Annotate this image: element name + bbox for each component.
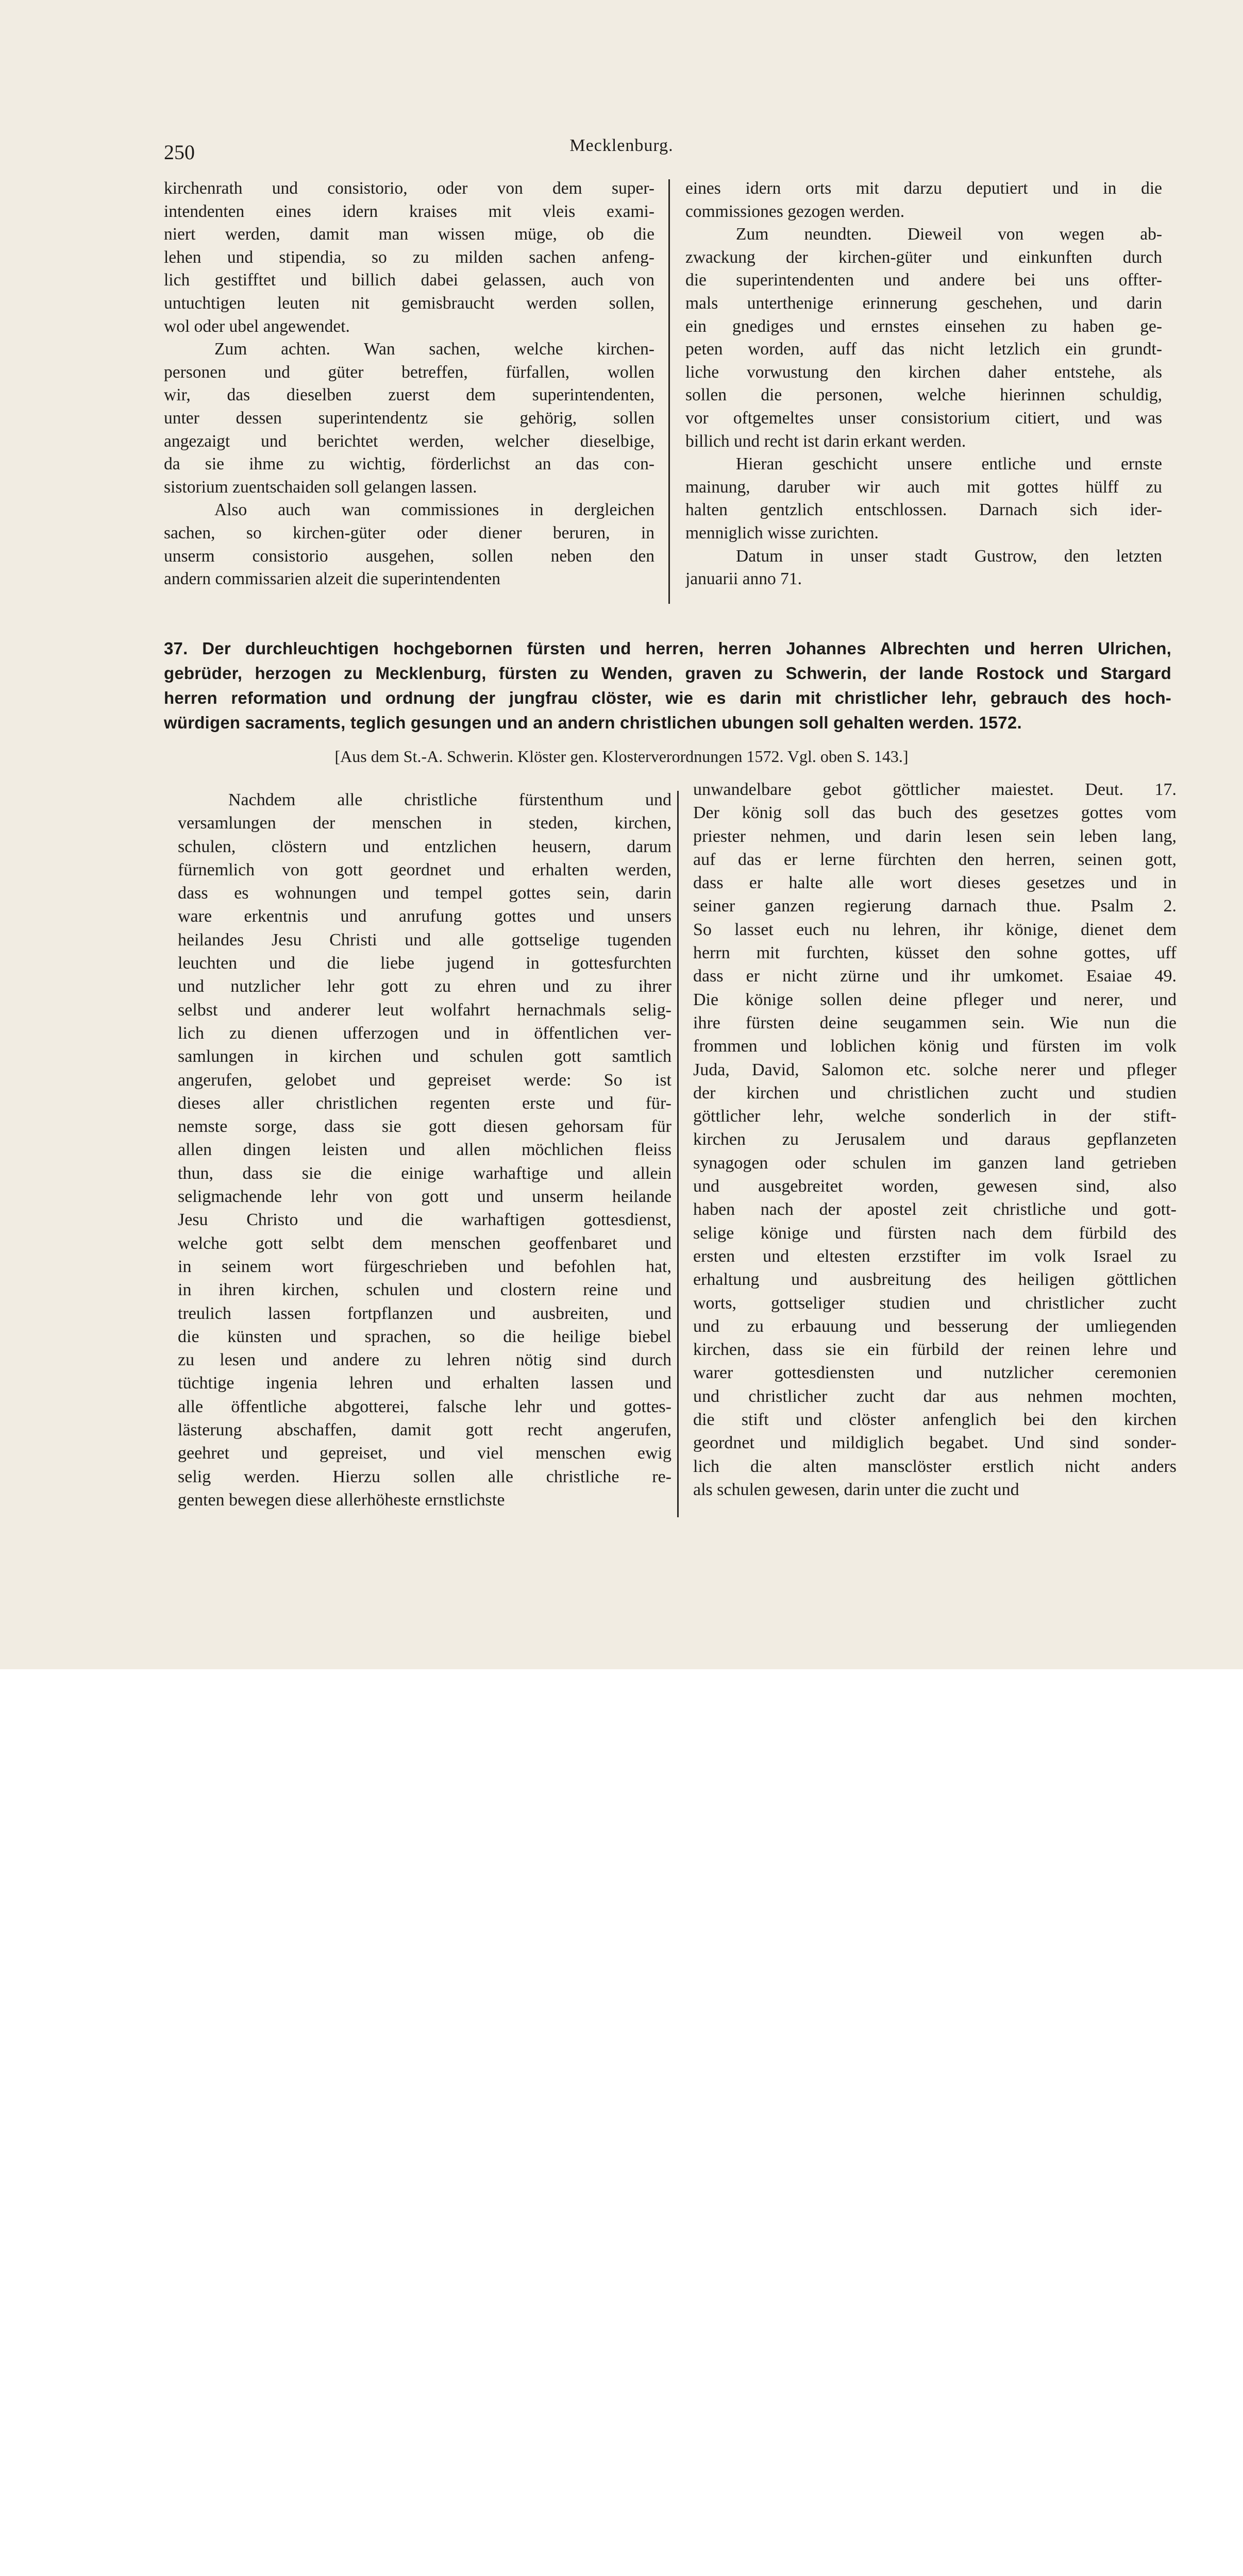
text-line: Zum achten. Wan sachen, welche kirchen- xyxy=(214,340,654,359)
text-line: kirchen, dass sie ein fürbild der reinen lehre und xyxy=(693,1340,1177,1360)
text-line: Also auch wan commissiones in dergleichen xyxy=(214,500,654,520)
text-line: billich und recht ist darin erkant werden. xyxy=(685,431,966,451)
column-rule-top xyxy=(668,179,670,604)
text-line: genten bewegen diese allerhöheste ernstlichste xyxy=(178,1490,505,1510)
text-line: dass er nicht zürne und ihr umkomet. Esaiae 49. xyxy=(693,967,1177,986)
text-line: haben nach der apostel zeit christliche und gott- xyxy=(693,1200,1177,1219)
text-line: auf das er lerne fürchten den herren, seinen gott, xyxy=(693,850,1177,869)
section-heading-line: herren reformation und ordnung der jungfrau clöster, wie es darin mit christlicher lehr, gebrauch des hoch- xyxy=(164,688,1171,707)
text-line: niert werden, damit man wissen müge, ob die xyxy=(164,225,654,244)
text-line: treulich lassen fortpflanzen und ausbreiten, und xyxy=(178,1303,671,1323)
text-line: Die könige sollen deine pfleger und nerer, und xyxy=(693,990,1177,1009)
text-line: lich zu dienen ufferzogen und in öffentlichen ver- xyxy=(178,1023,671,1043)
section-heading-line: würdigen sacraments, teglich gesungen und an andern christlichen ubungen soll gehalten werden. 1572. xyxy=(164,713,1022,732)
text-line: lich die alten mansclöster erstlich nicht anders xyxy=(693,1456,1177,1476)
text-line: thun, dass sie die einige warhaftige und allein xyxy=(178,1163,671,1183)
text-line: selbst und anderer leut wolfahrt hernachmals selig- xyxy=(178,1000,671,1020)
text-line: vor oftgemeltes unser consistorium citiert, und was xyxy=(685,408,1162,428)
text-line: herrn mit furchten, küsset den sohne gottes, uff xyxy=(693,943,1177,963)
text-line: da sie ihme zu wichtig, förderlichst an das con- xyxy=(164,454,654,474)
text-line: peten worden, auff das nicht letzlich ein grundt- xyxy=(685,340,1162,359)
text-line: lästerung abschaffen, damit gott recht angerufen, xyxy=(178,1420,671,1440)
text-line: unserm consistorio ausgehen, sollen neben den xyxy=(164,546,654,566)
text-line: priester nehmen, und darin lesen sein leben lang, xyxy=(693,826,1177,846)
text-line: frommen und loblichen könig und fürsten im volk xyxy=(693,1037,1177,1056)
text-line: geehret und gepreiset, und viel menschen ewig xyxy=(178,1444,671,1463)
top-left-column xyxy=(164,177,654,591)
text-line: intendenten eines idern kraises mit vleis exami- xyxy=(164,201,654,221)
text-line: geordnet und mildiglich begabet. Und sind sonder- xyxy=(693,1433,1177,1453)
text-line: ersten und eltesten erzstifter im volk Israel zu xyxy=(693,1246,1177,1266)
text-line: So lasset euch nu lehren, ihr könige, dienet dem xyxy=(693,920,1177,939)
text-line: zu lesen und andere zu lehren nötig sind durch xyxy=(178,1350,671,1370)
text-line: zwackung der kirchen-güter und einkunften durch xyxy=(685,247,1162,267)
text-line: Jesu Christo und die warhaftigen gottesdienst, xyxy=(178,1210,671,1230)
text-line: Nachdem alle christliche fürstenthum und xyxy=(228,790,671,809)
text-line: die künsten und sprachen, so die heilige biebel xyxy=(178,1327,671,1346)
bottom-right-column xyxy=(693,778,1177,1501)
text-line: lehen und stipendia, so zu milden sachen anfeng- xyxy=(164,247,654,267)
text-line: eines idern orts mit darzu deputiert und in die xyxy=(685,179,1162,198)
section-heading-line: 37. Der durchleuchtigen hochgebornen fürsten und herren, herren Johannes Albrechten und herren Ulrichen, xyxy=(164,639,1171,658)
text-line: Der könig soll das buch des gesetzes gottes vom xyxy=(693,803,1177,823)
text-line: versamlungen der menschen in steden, kirchen, xyxy=(178,814,671,833)
source-note: [Aus dem St.-A. Schwerin. Klöster gen. Klosterverordnungen 1572. Vgl. oben S. 143.] xyxy=(334,747,909,766)
text-line: alle öffentliche abgotterei, falsche lehr und gottes- xyxy=(178,1397,671,1416)
text-line: mainung, daruber wir auch mit gottes hülff zu xyxy=(685,477,1162,497)
text-line: januarii anno 71. xyxy=(685,569,802,589)
text-line: in ihren kirchen, schulen und clostern reine und xyxy=(178,1280,671,1300)
bottom-left-column xyxy=(178,788,671,1512)
text-line: selig werden. Hierzu sollen alle christliche re- xyxy=(178,1467,671,1486)
text-line: Zum neundten. Dieweil von wegen ab- xyxy=(736,225,1162,244)
text-line: Hieran geschicht unsere entliche und ernste xyxy=(736,454,1162,474)
text-line: liche vorwustung den kirchen daher entstehe, als xyxy=(685,362,1162,382)
text-line: selige könige und fürsten nach dem fürbild des xyxy=(693,1223,1177,1243)
running-head: Mecklenburg. xyxy=(569,136,674,155)
text-line: sachen, so kirchen-güter oder diener beruren, in xyxy=(164,523,654,543)
text-line: ihre fürsten deine seugammen sein. Wie nun die xyxy=(693,1013,1177,1032)
text-line: ein gnediges und ernstes einsehen zu haben ge- xyxy=(685,316,1162,336)
text-line: synagogen oder schulen im ganzen land getrieben xyxy=(693,1153,1177,1173)
text-line: nemste sorge, dass sie gott diesen gehorsam für xyxy=(178,1117,671,1137)
text-line: und nutzlicher lehr gott zu ehren und zu ihrer xyxy=(178,977,671,996)
text-line: schulen, clöstern und entzlichen heusern, darum xyxy=(178,837,671,856)
text-line: unter dessen superintendentz sie gehörig, sollen xyxy=(164,408,654,428)
text-line: unwandelbare gebot göttlicher maiestet. Deut. 17. xyxy=(693,780,1177,799)
text-line: wir, das dieselben zuerst dem superintendenten, xyxy=(164,385,654,405)
text-line: sistorium zuentschaiden soll gelangen lassen. xyxy=(164,477,477,497)
text-line: warer gottesdiensten und nutzlicher ceremonien xyxy=(693,1363,1177,1383)
text-line: tüchtige ingenia lehren und erhalten lassen und xyxy=(178,1374,671,1393)
text-line: halten gentzlich entschlossen. Darnach sich ider- xyxy=(685,500,1162,520)
text-line: seligmachende lehr von gott und unserm heilande xyxy=(178,1187,671,1207)
text-line: göttlicher lehr, welche sonderlich in der stift- xyxy=(693,1107,1177,1126)
text-line: und zu erbauung und besserung der umliegenden xyxy=(693,1316,1177,1336)
text-line: samlungen in kirchen und schulen gott samtlich xyxy=(178,1047,671,1066)
text-line: seiner ganzen regierung darnach thue. Psalm 2. xyxy=(693,896,1177,916)
text-line: und ausgebreitet worden, gewesen sind, also xyxy=(693,1177,1177,1196)
text-line: heilandes Jesu Christi und alle gottselige tugenden xyxy=(178,930,671,950)
text-line: und christlicher zucht dar aus nehmen mochten, xyxy=(693,1386,1177,1406)
footer-bar xyxy=(0,1669,1243,1759)
text-line: mals unterthenige erinnerung geschehen, und darin xyxy=(685,293,1162,313)
text-line: der kirchen und christlichen zucht und studien xyxy=(693,1083,1177,1103)
text-line: dieses aller christlichen regenten erste und für- xyxy=(178,1093,671,1113)
page-number: 250 xyxy=(164,141,195,164)
text-line: commissiones gezogen werden. xyxy=(685,201,905,221)
text-line: sollen die personen, welche hierinnen schuldig, xyxy=(685,385,1162,405)
text-line: ware erkentnis und anrufung gottes und unsers xyxy=(178,907,671,926)
text-line: die superintendenten und andere bei uns offter- xyxy=(685,270,1162,290)
text-line: Juda, David, Salomon etc. solche nerer und pfleger xyxy=(693,1060,1177,1079)
text-line: wol oder ubel angewendet. xyxy=(164,316,350,336)
text-line: als schulen gewesen, darin unter die zucht und xyxy=(693,1480,1019,1499)
top-right-column xyxy=(685,177,1162,591)
text-line: kirchenrath und consistorio, oder von dem super- xyxy=(164,179,654,198)
text-line: andern commissarien alzeit die superintendenten xyxy=(164,569,501,589)
column-rule-bottom xyxy=(677,791,679,1517)
text-line: dass es wohnungen und tempel gottes sein, darin xyxy=(178,884,671,903)
text-line: menniglich wisse zurichten. xyxy=(685,523,879,543)
text-line: angezaigt und berichtet werden, welcher dieselbige, xyxy=(164,431,654,451)
text-line: untuchtigen leuten nit gemisbraucht werden sollen, xyxy=(164,293,654,313)
text-line: erhaltung und ausbreitung des heiligen göttlichen xyxy=(693,1270,1177,1290)
text-line: worts, gottseliger studien und christlicher zucht xyxy=(693,1293,1177,1313)
text-line: welche gott selbt dem menschen geoffenbaret und xyxy=(178,1233,671,1253)
text-line: personen und güter betreffen, fürfallen, wollen xyxy=(164,362,654,382)
section-heading-line: gebrüder, herzogen zu Mecklenburg, fürsten zu Wenden, graven zu Schwerin, der lande Rostock und Stargard xyxy=(164,664,1171,683)
text-line: dass er halte alle wort dieses gesetzes und in xyxy=(693,873,1177,893)
text-line: allen dingen leisten und allen möchlichen fleiss xyxy=(178,1140,671,1160)
text-line: Datum in unser stadt Gustrow, den letzten xyxy=(736,546,1162,566)
text-line: die stift und clöster anfenglich bei den kirchen xyxy=(693,1410,1177,1430)
text-line: kirchen zu Jerusalem und daraus gepflanzeten xyxy=(693,1130,1177,1149)
text-line: leuchten und die liebe jugend in gottesfurchten xyxy=(178,954,671,973)
text-line: fürnemlich von gott geordnet und erhalten werden, xyxy=(178,860,671,879)
text-line: lich gestifftet und billich dabei gelassen, auch von xyxy=(164,270,654,290)
text-line: angerufen, gelobet und gepreiset werde: So ist xyxy=(178,1070,671,1090)
text-line: in seinem wort fürgeschrieben und befohlen hat, xyxy=(178,1257,671,1276)
